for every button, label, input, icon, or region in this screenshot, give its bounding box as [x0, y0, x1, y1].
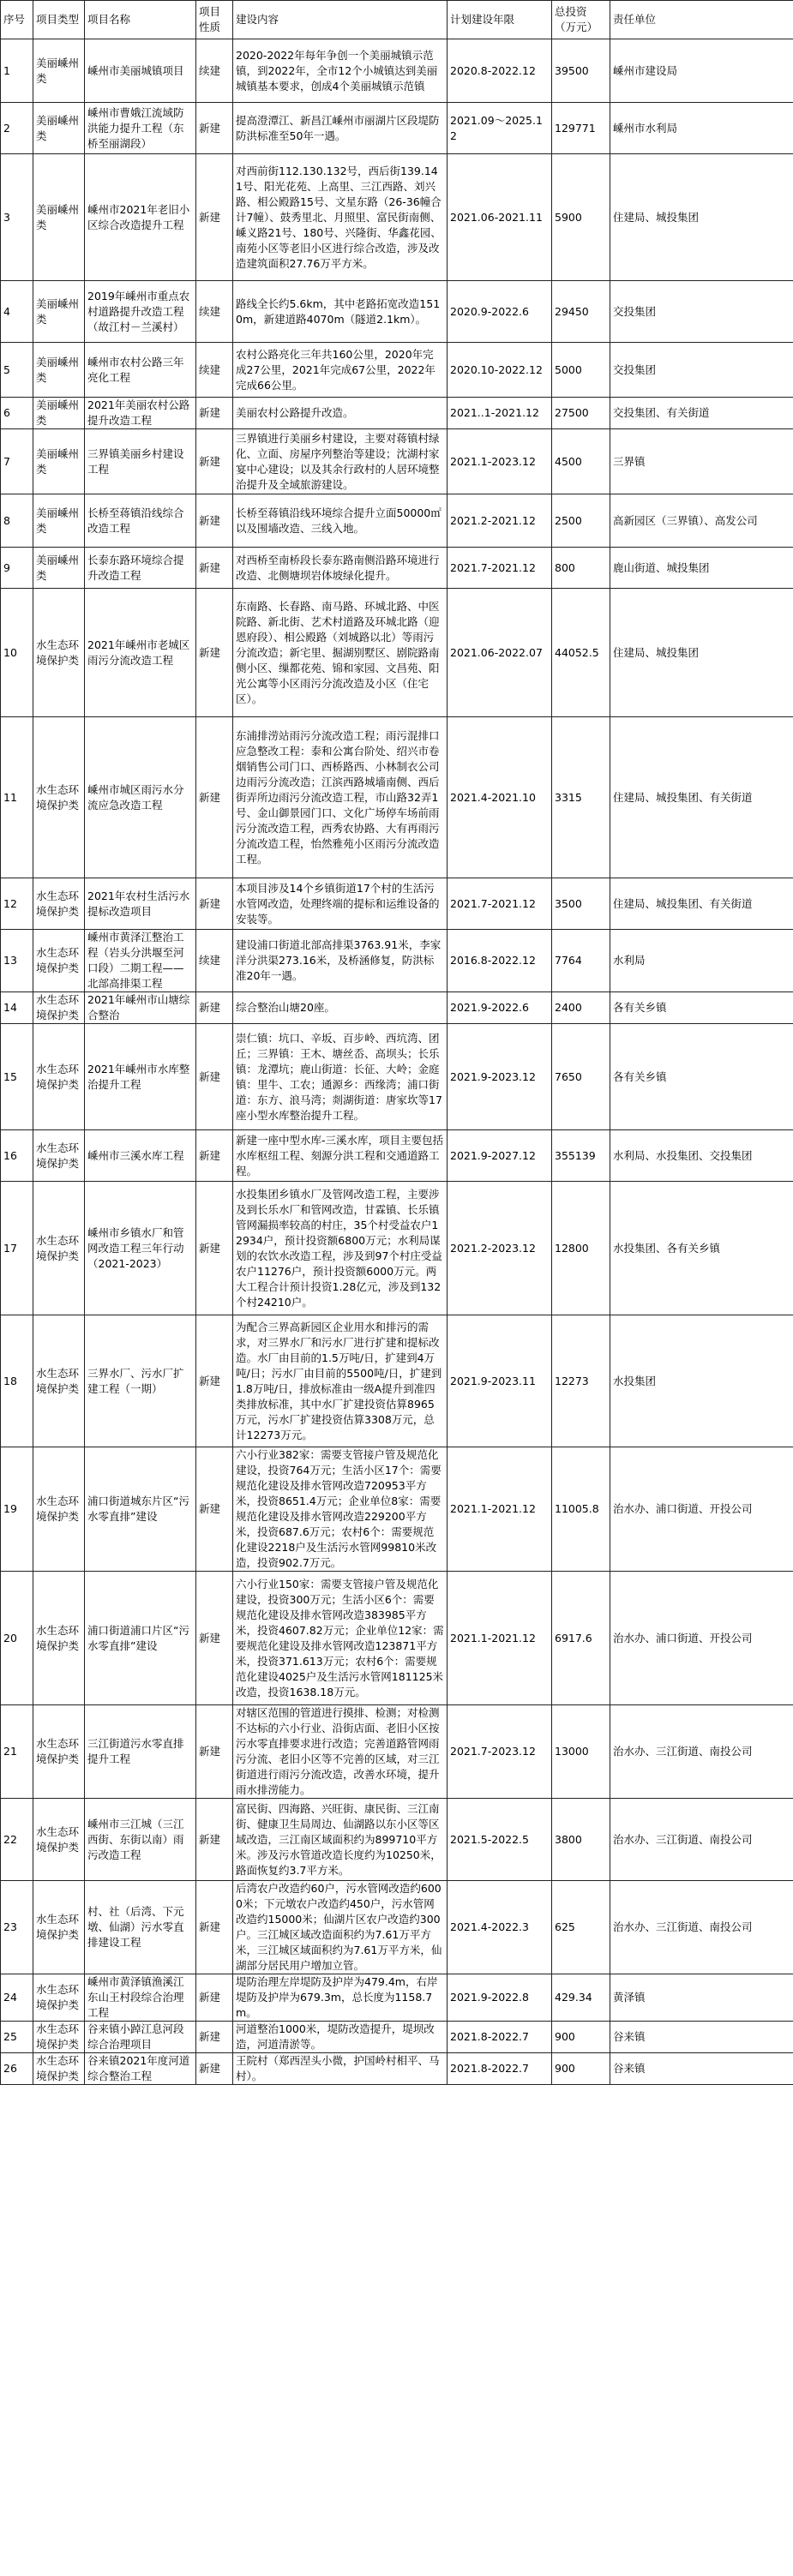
row-invest: 129771	[552, 103, 610, 154]
row-invest: 12800	[552, 1182, 610, 1315]
row-invest: 5900	[552, 154, 610, 281]
row-period: 2021.1-2023.12	[448, 429, 552, 494]
row-nature: 新建	[196, 1572, 233, 1705]
row-no: 25	[1, 2022, 33, 2053]
row-period: 2021.8-2022.7	[448, 2022, 552, 2053]
row-nature: 新建	[196, 1974, 233, 2022]
row-unit: 治水办、三江街道、南投公司	[610, 1881, 793, 1974]
row-content: 新建一座中型水库-三溪水库，项目主要包括水库枢纽工程、刻源分洪工程和交通道路工程。	[233, 1130, 448, 1182]
row-content: 2020-2022年每年争创一个美丽城镇示范镇，到2022年，全市12个小城镇达到美丽城镇基本要求，创成4个美丽城镇示范镇	[233, 39, 448, 103]
row-unit: 治水办、三江街道、南投公司	[610, 1799, 793, 1881]
row-name: 2021年农村生活污水提标改造项目	[85, 878, 196, 930]
table-row	[1, 589, 793, 717]
header-invest: 总投资（万元）	[552, 1, 610, 39]
table-row	[1, 398, 793, 429]
row-no: 20	[1, 1572, 33, 1705]
table-row	[1, 154, 793, 281]
row-name: 嵊州市美丽城镇项目	[85, 39, 196, 103]
table-row	[1, 2053, 793, 2085]
table-row	[1, 1705, 793, 1799]
table-row	[1, 343, 793, 398]
row-no: 19	[1, 1447, 33, 1572]
table-body	[1, 39, 793, 2085]
table-row	[1, 2022, 793, 2053]
table-row	[1, 1130, 793, 1182]
row-nature: 新建	[196, 878, 233, 930]
row-content: 路线全长约5.6km，其中老路拓宽改造1510m，新建道路4070m（隧道2.1km）。	[233, 281, 448, 343]
row-no: 15	[1, 1024, 33, 1130]
row-name: 浦口街道浦口片区“污水零直排”建设	[85, 1572, 196, 1705]
header-content: 建设内容	[233, 1, 448, 39]
row-content: 六小行业150家：需要支管接户管及规范化建设，投资300万元；生活小区6个：需要规范化建设及排水管网改造383985平方米，投资4607.82万元；企业单位12家：需要规范化建设及排水管网改造123871平方米，投资371.613万元；农村6个：需要规范化建设4025户及生活污水管网181125米改造，投资1638.18万元。	[233, 1572, 448, 1705]
row-period: 2021.2-2021.12	[448, 494, 552, 548]
row-period: 2021.4-2022.3	[448, 1881, 552, 1974]
row-content: 美丽农村公路提升改造。	[233, 398, 448, 429]
row-invest: 27500	[552, 398, 610, 429]
row-type: 美丽嵊州类	[33, 281, 85, 343]
table-row	[1, 1974, 793, 2022]
row-unit: 谷来镇	[610, 2053, 793, 2085]
row-content: 堤防治理左岸堤防及护岸为479.4m，右岸堤防及护岸为679.3m，总长度为1158.7m。	[233, 1974, 448, 2022]
row-invest: 7764	[552, 930, 610, 992]
row-invest: 5000	[552, 343, 610, 398]
row-nature: 新建	[196, 992, 233, 1024]
row-nature: 新建	[196, 717, 233, 878]
row-type: 美丽嵊州类	[33, 154, 85, 281]
row-nature: 新建	[196, 589, 233, 717]
row-period: 2016.8-2022.12	[448, 930, 552, 992]
row-invest: 39500	[552, 39, 610, 103]
row-unit: 各有关乡镇	[610, 1024, 793, 1130]
row-nature: 新建	[196, 1182, 233, 1315]
row-unit: 水投集团、各有关乡镇	[610, 1182, 793, 1315]
row-nature: 新建	[196, 103, 233, 154]
row-no: 23	[1, 1881, 33, 1974]
row-nature: 续建	[196, 930, 233, 992]
row-no: 5	[1, 343, 33, 398]
row-no: 8	[1, 494, 33, 548]
row-no: 9	[1, 548, 33, 589]
row-invest: 29450	[552, 281, 610, 343]
row-nature: 新建	[196, 494, 233, 548]
row-invest: 2500	[552, 494, 610, 548]
table-row	[1, 548, 793, 589]
row-content: 本项目涉及14个乡镇街道17个村的生活污水管网改造，处理终端的提标和运维设备的安装等。	[233, 878, 448, 930]
row-content: 为配合三界高新园区企业用水和排污的需求，对三界水厂和污水厂进行扩建和提标改造。水厂由目前的1.5万吨/日，扩建到4万吨/日；污水厂由目前的5500吨/日，扩建到1.8万吨/日，排放标准由一级A提升到准四类排放标准，其中水厂扩建投资估算8965万元，污水厂扩建投资估算3308万元，总计12273万元。	[233, 1315, 448, 1447]
row-type: 水生态环境保护类	[33, 1881, 85, 1974]
header-no: 序号	[1, 1, 33, 39]
table-row	[1, 992, 793, 1024]
row-nature: 新建	[196, 1447, 233, 1572]
row-content: 六小行业382家：需要支管接户管及规范化建设，投资764万元；生活小区17个：需要规范化建设及排水管网改造720953平方米，投资8651.4万元；企业单位8家：需要规范化建设及排水管网改造229200平方米，投资687.6万元；农村6个：需要规范化建设2218户及生活污水管网99810米改造，投资902.7万元。	[233, 1447, 448, 1572]
table-row	[1, 1315, 793, 1447]
row-nature: 续建	[196, 281, 233, 343]
row-nature: 新建	[196, 1024, 233, 1130]
row-unit: 住建局、城投集团、有关街道	[610, 878, 793, 930]
row-period: 2020.9-2022.6	[448, 281, 552, 343]
row-type: 水生态环境保护类	[33, 878, 85, 930]
row-content: 水投集团乡镇水厂及管网改造工程，主要涉及到长乐水厂和管网改造，甘霖镇、长乐镇管网漏损率较高的村庄，35个村受益农户12934户，预计投资额6800万元；水利局谋划的农饮水改造工程，涉及到97个村庄受益农户11276户，预计投资额6000万元。两大工程合计预计投资1.28亿元，涉及到132个村24210户。	[233, 1182, 448, 1315]
row-unit: 谷来镇	[610, 2022, 793, 2053]
row-period: 2021.9-2023.11	[448, 1315, 552, 1447]
row-period: 2021.9-2023.12	[448, 1024, 552, 1130]
row-unit: 嵊州市水利局	[610, 103, 793, 154]
row-type: 水生态环境保护类	[33, 1024, 85, 1130]
row-unit: 治水办、三江街道、南投公司	[610, 1705, 793, 1799]
row-nature: 新建	[196, 548, 233, 589]
row-unit: 黄泽镇	[610, 1974, 793, 2022]
row-content: 农村公路亮化三年共160公里，2020年完成27公里，2021年完成67公里，2022年完成66公里。	[233, 343, 448, 398]
row-content: 东南路、长春路、南马路、环城北路、中医院路、新北街、艺术村道路及环城北路（迎恩府段）、相公殿路（刘城路以北）等雨污分流改造；新宅里、掘湖别墅区、剧院路南侧小区、缫都花苑、锦和家园、文昌苑、阳光公寓等小区雨污分流改造及小区（住宅区）。	[233, 589, 448, 717]
row-invest: 900	[552, 2053, 610, 2085]
row-invest: 3800	[552, 1799, 610, 1881]
row-unit: 水投集团	[610, 1315, 793, 1447]
row-period: 2021.4-2021.10	[448, 717, 552, 878]
row-no: 11	[1, 717, 33, 878]
row-invest: 2400	[552, 992, 610, 1024]
row-type: 美丽嵊州类	[33, 343, 85, 398]
row-name: 2021年嵊州市山塘综合整治	[85, 992, 196, 1024]
row-name: 2021年嵊州市水库整治提升工程	[85, 1024, 196, 1130]
row-invest: 6917.6	[552, 1572, 610, 1705]
row-name: 三江街道污水零直排提升工程	[85, 1705, 196, 1799]
row-no: 2	[1, 103, 33, 154]
row-type: 水生态环境保护类	[33, 2053, 85, 2085]
table-row	[1, 39, 793, 103]
row-period: 2021.06-2021.11	[448, 154, 552, 281]
header-nature: 项目性质	[196, 1, 233, 39]
row-nature: 新建	[196, 2053, 233, 2085]
row-name: 谷来镇2021年度河道综合整治工程	[85, 2053, 196, 2085]
row-invest: 13000	[552, 1705, 610, 1799]
row-invest: 11005.8	[552, 1447, 610, 1572]
table-row	[1, 1447, 793, 1572]
row-content: 提高澄潭江、新昌江嵊州市丽湖片区段堤防防洪标准至50年一遇。	[233, 103, 448, 154]
row-type: 水生态环境保护类	[33, 1705, 85, 1799]
row-no: 24	[1, 1974, 33, 2022]
row-name: 村、社（后湾、下元墩、仙湖）污水零直排建设工程	[85, 1881, 196, 1974]
table-row	[1, 494, 793, 548]
row-name: 嵊州市曹娥江流域防洪能力提升工程（东桥至丽湖段）	[85, 103, 196, 154]
row-invest: 12273	[552, 1315, 610, 1447]
row-unit: 治水办、浦口街道、开投公司	[610, 1572, 793, 1705]
row-unit: 住建局、城投集团	[610, 589, 793, 717]
row-name: 嵊州市城区雨污水分流应急改造工程	[85, 717, 196, 878]
row-period: 2021.2-2023.12	[448, 1182, 552, 1315]
row-no: 13	[1, 930, 33, 992]
table-row	[1, 281, 793, 343]
row-no: 10	[1, 589, 33, 717]
row-type: 水生态环境保护类	[33, 930, 85, 992]
row-nature: 新建	[196, 429, 233, 494]
row-type: 水生态环境保护类	[33, 1182, 85, 1315]
row-content: 对西前街112.130.132号，西后街139.141号、阳光花苑、上高里、三江西路、刘兴路、相公殿路15号、文星东路（26-36幢合计7幢）、鼓秀里北、月照里、富民街南侧、嵊义路21号、180号、兴隆街、华鑫花园、南苑小区等老旧小区进行综合改造，涉及改造建筑面积27.76万平方米。	[233, 154, 448, 281]
row-name: 2019年嵊州市重点农村道路提升改造工程（故江村－兰溪村）	[85, 281, 196, 343]
row-no: 14	[1, 992, 33, 1024]
row-unit: 交投集团、有关街道	[610, 398, 793, 429]
table-row	[1, 1881, 793, 1974]
row-unit: 嵊州市建设局	[610, 39, 793, 103]
row-name: 嵊州市农村公路三年亮化工程	[85, 343, 196, 398]
row-type: 美丽嵊州类	[33, 429, 85, 494]
row-unit: 住建局、城投集团	[610, 154, 793, 281]
row-content: 对辖区范围的管道进行摸排、检测；对检测不达标的六小行业、沿街店面、老旧小区按污水零直排要求进行改造；完善道路管网雨污分流、老旧小区等不完善的区域，对三江街道进行雨污分流改造，改善水环境，提升雨水排涝能力。	[233, 1705, 448, 1799]
row-no: 21	[1, 1705, 33, 1799]
row-name: 嵊州市三溪水库工程	[85, 1130, 196, 1182]
row-nature: 新建	[196, 1130, 233, 1182]
row-content: 王院村（郑西涅头小微，护国岭村相平、马村）。	[233, 2053, 448, 2085]
row-content: 综合整治山塘20座。	[233, 992, 448, 1024]
row-unit: 治水办、浦口街道、开投公司	[610, 1447, 793, 1572]
table-row	[1, 103, 793, 154]
row-invest: 800	[552, 548, 610, 589]
row-nature: 续建	[196, 39, 233, 103]
row-invest: 900	[552, 2022, 610, 2053]
header-period: 计划建设年限	[448, 1, 552, 39]
row-content: 河道整治1000米，堤防改造提升，堤坝改造，河道清淤等。	[233, 2022, 448, 2053]
row-nature: 新建	[196, 398, 233, 429]
row-nature: 新建	[196, 154, 233, 281]
row-name: 嵊州市三江城（三江西街、东街以南）雨污改造工程	[85, 1799, 196, 1881]
row-name: 2021年美丽农村公路提升改造工程	[85, 398, 196, 429]
row-content: 富民街、四海路、兴旺街、康民街、三江南街、健康卫生局周边、仙湖路以东小区等区域改造，三江南区域面积约为899710平方米。涉及污水管道改造长度约为10250米，路面恢复约3.7平方米。	[233, 1799, 448, 1881]
row-type: 水生态环境保护类	[33, 717, 85, 878]
row-no: 4	[1, 281, 33, 343]
row-nature: 新建	[196, 1881, 233, 1974]
row-name: 谷来镇小踔江息河段综合治理项目	[85, 2022, 196, 2053]
row-nature: 新建	[196, 2022, 233, 2053]
row-name: 2021年嵊州市老城区雨污分流改造工程	[85, 589, 196, 717]
row-no: 22	[1, 1799, 33, 1881]
row-period: 2021.1-2021.12	[448, 1572, 552, 1705]
row-period: 2021.9-2022.8	[448, 1974, 552, 2022]
row-period: 2021.5-2022.5	[448, 1799, 552, 1881]
row-period: 2021.1-2021.12	[448, 1447, 552, 1572]
row-name: 三界镇美丽乡村建设工程	[85, 429, 196, 494]
row-invest: 429.34	[552, 1974, 610, 2022]
row-no: 16	[1, 1130, 33, 1182]
table-row	[1, 1572, 793, 1705]
row-invest: 625	[552, 1881, 610, 1974]
row-invest: 355139	[552, 1130, 610, 1182]
header-unit: 责任单位	[610, 1, 793, 39]
row-name: 嵊州市乡镇水厂和管网改造工程三年行动（2021-2023）	[85, 1182, 196, 1315]
row-period: 2021.7-2021.12	[448, 548, 552, 589]
row-unit: 水利局、水投集团、交投集团	[610, 1130, 793, 1182]
row-type: 水生态环境保护类	[33, 589, 85, 717]
row-type: 美丽嵊州类	[33, 548, 85, 589]
row-name: 嵊州市黄泽江整治工程（岩头分洪堰至河口段）二期工程——北部高排渠工程	[85, 930, 196, 992]
row-no: 12	[1, 878, 33, 930]
table-row	[1, 930, 793, 992]
row-unit: 交投集团	[610, 281, 793, 343]
table-row	[1, 878, 793, 930]
row-type: 美丽嵊州类	[33, 398, 85, 429]
row-unit: 住建局、城投集团、有关街道	[610, 717, 793, 878]
table-row	[1, 717, 793, 878]
row-unit: 水利局	[610, 930, 793, 992]
row-no: 26	[1, 2053, 33, 2085]
table-row	[1, 1799, 793, 1881]
row-type: 水生态环境保护类	[33, 1447, 85, 1572]
row-type: 水生态环境保护类	[33, 1130, 85, 1182]
table-row	[1, 1182, 793, 1315]
row-unit: 交投集团	[610, 343, 793, 398]
row-no: 3	[1, 154, 33, 281]
row-content: 后湾农户改造约60户，污水管网改造约6000米；下元墩农户改造约450户，污水管网改造约15000米；仙湖片区农户改造约300户。三江城区域改造面积约为7.61万平方米，三江城区域面积约为7.61万平方米，仙湖部分居民用户增加立管。	[233, 1881, 448, 1974]
header-type: 项目类型	[33, 1, 85, 39]
row-name: 浦口街道城东片区“污水零直排”建设	[85, 1447, 196, 1572]
row-period: 2021.7-2023.12	[448, 1705, 552, 1799]
row-name: 三界水厂、污水厂扩建工程（一期）	[85, 1315, 196, 1447]
row-unit: 鹿山街道、城投集团	[610, 548, 793, 589]
row-period: 2021.9-2022.6	[448, 992, 552, 1024]
row-period: 2021..1-2021.12	[448, 398, 552, 429]
row-period: 2021.9-2027.12	[448, 1130, 552, 1182]
row-period: 2020.10-2022.12	[448, 343, 552, 398]
row-name: 长桥至蒋镇沿线综合改造工程	[85, 494, 196, 548]
row-nature: 续建	[196, 343, 233, 398]
row-no: 17	[1, 1182, 33, 1315]
row-invest: 3500	[552, 878, 610, 930]
row-type: 水生态环境保护类	[33, 1799, 85, 1881]
row-period: 2021.09～2025.12	[448, 103, 552, 154]
row-invest: 44052.5	[552, 589, 610, 717]
row-unit: 高新园区（三界镇）、高发公司	[610, 494, 793, 548]
header-row	[1, 1, 793, 39]
row-name: 嵊州市2021年老旧小区综合改造提升工程	[85, 154, 196, 281]
row-unit: 三界镇	[610, 429, 793, 494]
row-period: 2021.7-2021.12	[448, 878, 552, 930]
row-content: 对西桥至南桥段长泰东路南侧沿路环境进行改造、北侧塘坝岩体坡绿化提升。	[233, 548, 448, 589]
row-type: 水生态环境保护类	[33, 1572, 85, 1705]
row-invest: 3315	[552, 717, 610, 878]
row-period: 2021.06-2022.07	[448, 589, 552, 717]
row-name: 长泰东路环境综合提升改造工程	[85, 548, 196, 589]
row-type: 水生态环境保护类	[33, 1315, 85, 1447]
row-invest: 4500	[552, 429, 610, 494]
row-content: 崇仁镇：坑口、辛坂、百步岭、西坑湾、团丘；三界镇：王木、塘丝岙、高坝头；长乐镇：龙潭坑；鹿山街道：长征、大岭；金庭镇：里牛、工农；通源乡：西缘湾；浦口街道：东方、浪马湾；剡湖街道：唐家坎等17座小型水库整治提升工程。	[233, 1024, 448, 1130]
row-nature: 新建	[196, 1705, 233, 1799]
row-no: 1	[1, 39, 33, 103]
row-content: 东浦排涝站雨污分流改造工程；雨污混排口应急整改工程：泰和公寓台阶处、绍兴市卷烟销售公司门口、西桥路西、小林制衣公司边雨污分流改造；江滨西路城墙南侧、西后街弄所边雨污分流改造工程，市山路32弄1号、金山御景园门口、文化广场停车场前雨污分流改造工程，西秀农协路、大有再雨污分流改造工程，怡然雅苑小区雨污分流改造工程。	[233, 717, 448, 878]
row-no: 6	[1, 398, 33, 429]
row-type: 水生态环境保护类	[33, 2022, 85, 2053]
row-content: 建设浦口街道北部高排渠3763.91米，李家洋分洪渠273.16米，及桥涵修复，防洪标准20年一遇。	[233, 930, 448, 992]
row-content: 三界镇进行美丽乡村建设，主要对蒋镇村绿化、立面、房屋序列整治等建设；沈湖村家宴中心建设；以及其余行政村的人居环境整治提升及全域旅游建设。	[233, 429, 448, 494]
row-no: 18	[1, 1315, 33, 1447]
row-unit: 各有关乡镇	[610, 992, 793, 1024]
row-type: 美丽嵊州类	[33, 494, 85, 548]
row-type: 美丽嵊州类	[33, 39, 85, 103]
row-no: 7	[1, 429, 33, 494]
row-type: 水生态环境保护类	[33, 1974, 85, 2022]
row-nature: 新建	[196, 1799, 233, 1881]
row-type: 美丽嵊州类	[33, 103, 85, 154]
row-period: 2020.8-2022.12	[448, 39, 552, 103]
row-nature: 新建	[196, 1315, 233, 1447]
row-content: 长桥至蒋镇沿线环境综合提升立面50000㎡以及围墙改造、三线入地。	[233, 494, 448, 548]
row-invest: 7650	[552, 1024, 610, 1130]
row-period: 2021.8-2022.7	[448, 2053, 552, 2085]
table-row	[1, 429, 793, 494]
table-row	[1, 1024, 793, 1130]
header-name: 项目名称	[85, 1, 196, 39]
row-name: 嵊州市黄泽镇渔溪江东山王村段综合治理工程	[85, 1974, 196, 2022]
row-type: 水生态环境保护类	[33, 992, 85, 1024]
